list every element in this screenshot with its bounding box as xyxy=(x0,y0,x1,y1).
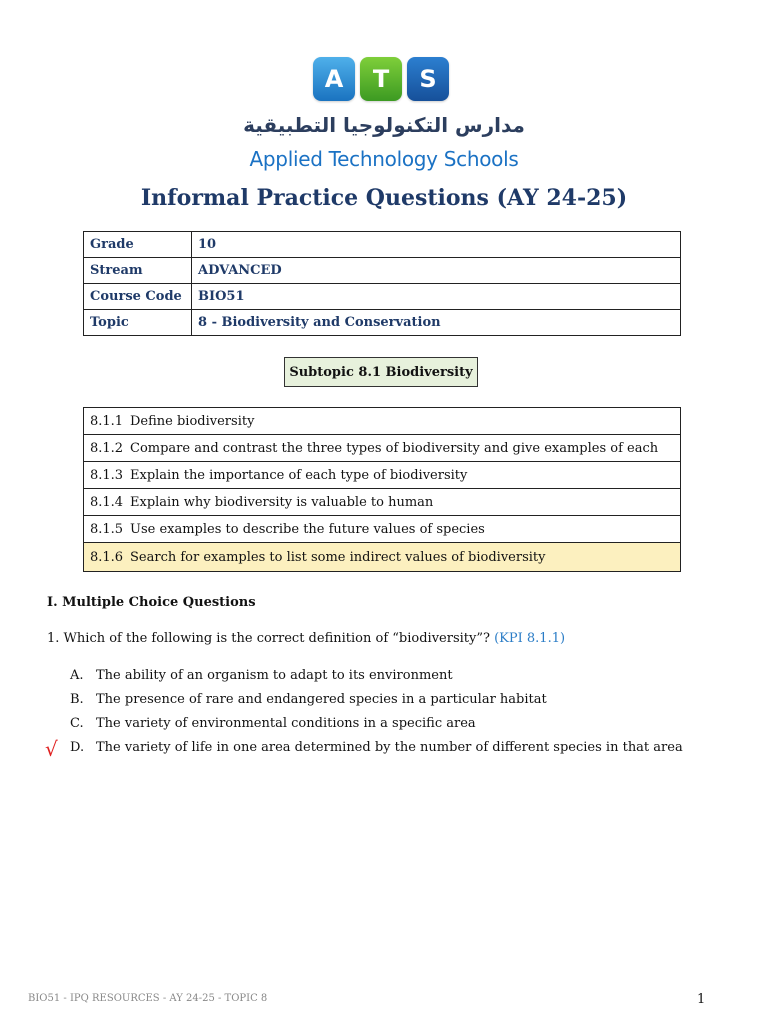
logo-letter-a: A xyxy=(313,57,355,101)
kpi-cell xyxy=(84,435,681,462)
page-number: 1 xyxy=(697,992,706,1007)
kpi-code: 8.1.3 xyxy=(90,467,124,483)
kpi-cell xyxy=(84,516,681,543)
kpi-text: Explain the importance of each type of biodiversity xyxy=(130,467,468,483)
kpi-table xyxy=(83,407,681,572)
info-value: 8 - Biodiversity and Conservation xyxy=(192,310,681,336)
school-name-arabic: مدارس التكنولوجيا التطبيقية xyxy=(243,113,525,137)
option-b xyxy=(70,691,683,715)
option-letter: B. xyxy=(70,692,84,707)
option-a xyxy=(70,667,683,691)
kpi-text: Search for examples to list some indirect values of biodiversity xyxy=(130,549,546,565)
question-kpi-ref: (KPI 8.1.1) xyxy=(494,631,566,646)
answer-options xyxy=(70,667,683,763)
option-text: The presence of rare and endangered species in a particular habitat xyxy=(96,692,547,707)
course-info-table xyxy=(83,231,681,336)
option-c xyxy=(70,715,683,739)
info-label: Topic xyxy=(84,310,192,336)
kpi-row xyxy=(84,462,681,489)
page-title: Informal Practice Questions (AY 24-25) xyxy=(140,185,628,211)
option-d xyxy=(70,739,683,763)
kpi-row xyxy=(84,489,681,516)
kpi-code: 8.1.5 xyxy=(90,521,124,537)
info-value: BIO51 xyxy=(192,284,681,310)
kpi-row-highlighted xyxy=(84,543,681,572)
question-text: Which of the following is the correct definition of “biodiversity”? xyxy=(63,631,490,646)
info-row-topic xyxy=(84,310,681,336)
kpi-code: 8.1.1 xyxy=(90,413,124,429)
kpi-text: Use examples to describe the future values of species xyxy=(130,521,485,537)
info-label: Stream xyxy=(84,258,192,284)
school-name-english: Applied Technology Schools xyxy=(249,147,519,171)
correct-answer-check-icon: √ xyxy=(45,737,58,761)
info-value: 10 xyxy=(192,232,681,258)
option-letter: C. xyxy=(70,716,84,731)
kpi-text: Compare and contrast the three types of biodiversity and give examples of each xyxy=(130,440,659,456)
logo-letter-t: T xyxy=(360,57,402,101)
info-label: Course Code xyxy=(84,284,192,310)
info-row-course-code xyxy=(84,284,681,310)
info-value: ADVANCED xyxy=(192,258,681,284)
kpi-text: Explain why biodiversity is valuable to human xyxy=(130,494,434,510)
kpi-row xyxy=(84,435,681,462)
info-row-grade xyxy=(84,232,681,258)
option-letter: A. xyxy=(70,668,84,683)
info-row-stream xyxy=(84,258,681,284)
kpi-cell xyxy=(84,408,681,435)
kpi-cell xyxy=(84,543,681,572)
kpi-code: 8.1.4 xyxy=(90,494,124,510)
option-text: The ability of an organism to adapt to its environment xyxy=(96,668,453,683)
section-heading: I. Multiple Choice Questions xyxy=(47,595,256,610)
ats-logo xyxy=(313,57,449,102)
option-text: The variety of environmental conditions in a specific area xyxy=(96,716,476,731)
kpi-code: 8.1.2 xyxy=(90,440,124,456)
kpi-text: Define biodiversity xyxy=(130,413,255,429)
subtopic-box: Subtopic 8.1 Biodiversity xyxy=(284,357,478,387)
kpi-cell xyxy=(84,489,681,516)
info-label: Grade xyxy=(84,232,192,258)
option-letter: D. xyxy=(70,740,85,755)
question-1 xyxy=(47,631,565,646)
question-number: 1. xyxy=(47,631,60,646)
kpi-row xyxy=(84,516,681,543)
kpi-cell xyxy=(84,462,681,489)
footer-text: BIO51 - IPQ RESOURCES - AY 24-25 - TOPIC 8 xyxy=(28,993,268,1004)
kpi-row xyxy=(84,408,681,435)
kpi-code: 8.1.6 xyxy=(90,549,124,565)
option-text: The variety of life in one area determined by the number of different species in that area xyxy=(96,740,683,755)
logo-letter-s: S xyxy=(407,57,449,101)
